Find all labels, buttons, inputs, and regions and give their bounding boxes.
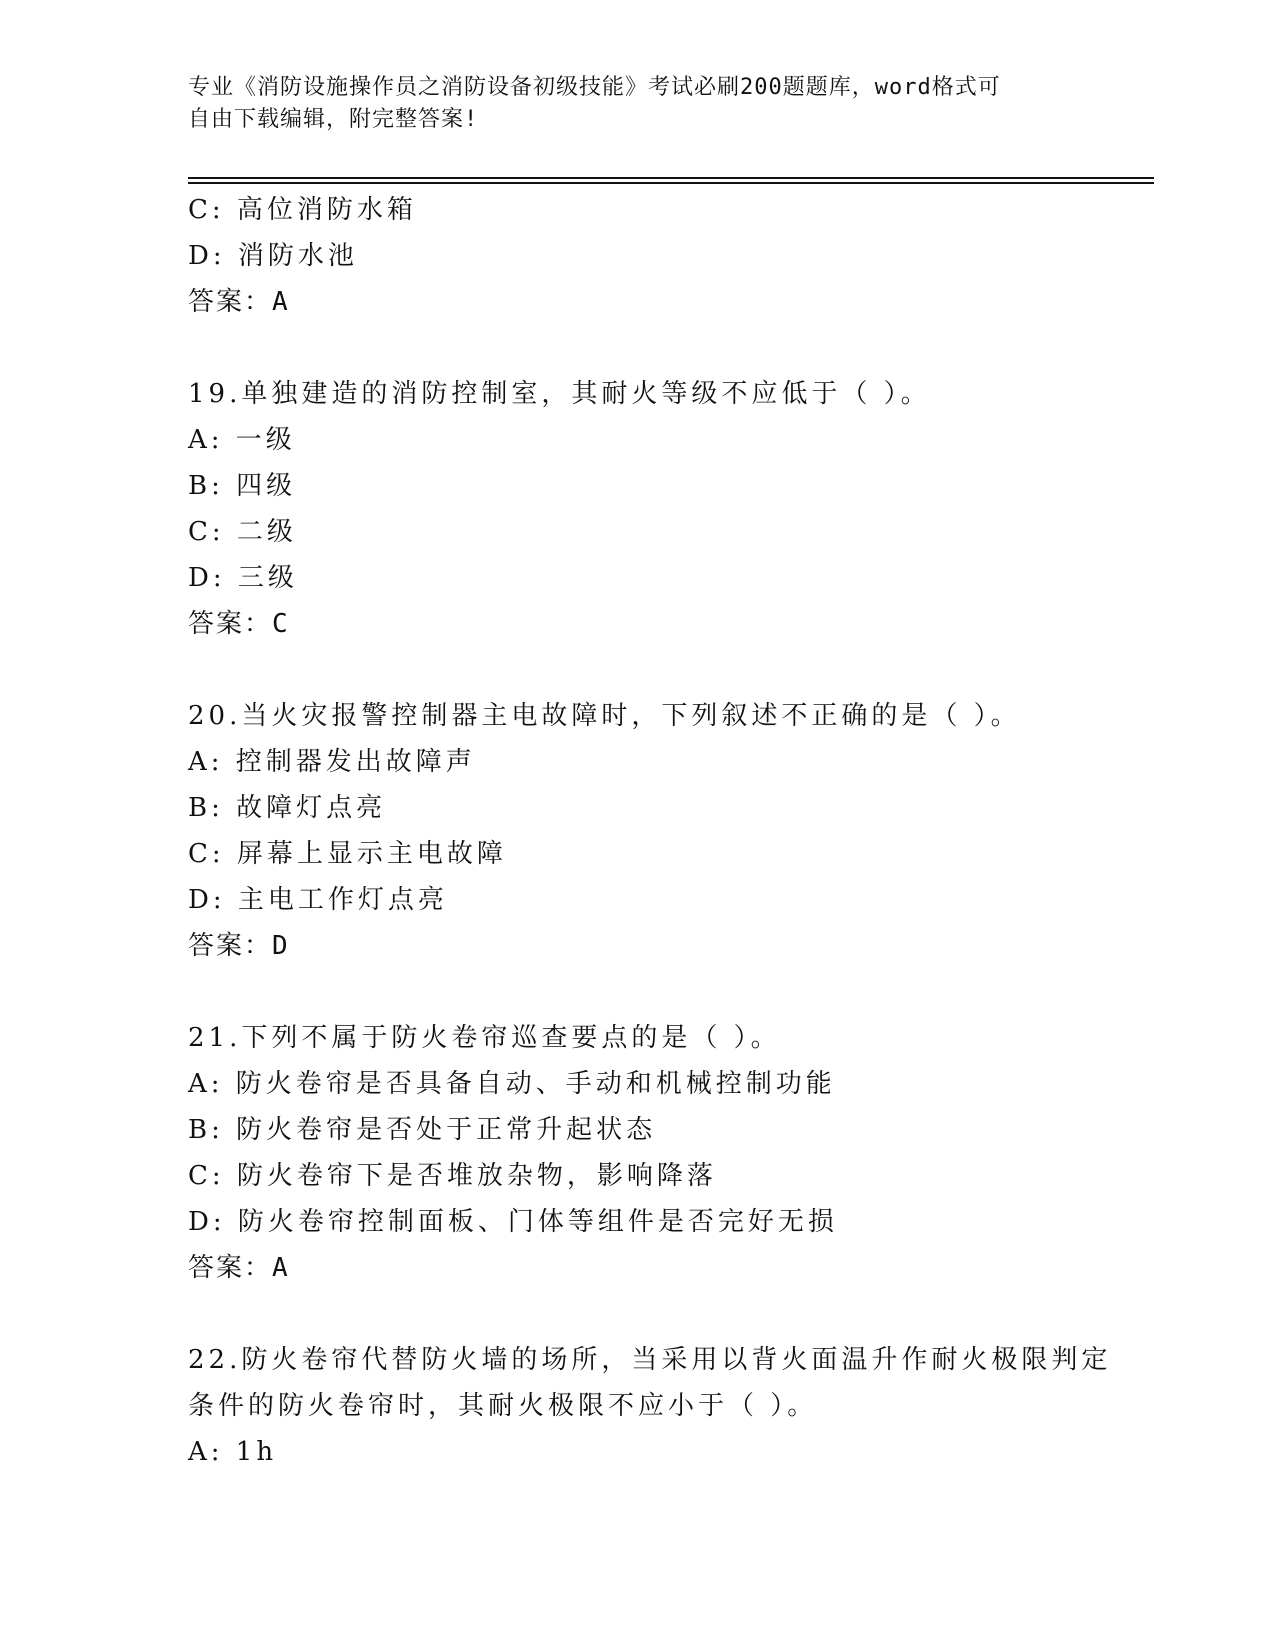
question-block-19 [188, 371, 1148, 647]
spacer [188, 1291, 1148, 1337]
answer: 答案：A [188, 287, 290, 317]
question-block-20 [188, 693, 1148, 969]
answer: 答案：D [188, 931, 290, 961]
option-d: D: 防火卷帘控制面板、门体等组件是否完好无损 [188, 1207, 838, 1237]
spacer [188, 647, 1148, 693]
option-d: D: 三级 [188, 563, 298, 593]
answer: 答案：C [188, 609, 290, 639]
spacer [188, 969, 1148, 1015]
question-text-line-2: 条件的防火卷帘时，其耐火极限不应小于（ ）。 [188, 1391, 818, 1421]
header-line-1: 专业《消防设施操作员之消防设备初级技能》考试必刷200题题库，word格式可 [188, 75, 1001, 100]
option-c: C: 高位消防水箱 [188, 195, 417, 225]
question-text: 19.单独建造的消防控制室，其耐火等级不应低于（ ）。 [188, 379, 931, 409]
answer: 答案：A [188, 1253, 290, 1283]
option-a: A: 控制器发出故障声 [188, 747, 476, 777]
option-b: B: 故障灯点亮 [188, 793, 387, 823]
option-a: A: 防火卷帘是否具备自动、手动和机械控制功能 [188, 1069, 836, 1099]
question-text: 20.当火灾报警控制器主电故障时，下列叙述不正确的是（ ）。 [188, 701, 1021, 731]
question-list [188, 187, 1148, 1475]
question-text-line-1: 22.防火卷帘代替防火墙的场所，当采用以背火面温升作耐火极限判定 [188, 1345, 1112, 1375]
option-b: B: 防火卷帘是否处于正常升起状态 [188, 1115, 657, 1145]
question-block-18 [188, 187, 1148, 325]
question-block-21 [188, 1015, 1148, 1291]
question-block-22 [188, 1337, 1148, 1475]
option-c: C: 屏幕上显示主电故障 [188, 839, 507, 869]
option-a: A: 一级 [188, 425, 296, 455]
header-line-2: 自由下载编辑，附完整答案! [188, 107, 479, 132]
question-text: 21.下列不属于防火卷帘巡查要点的是（ ）。 [188, 1023, 781, 1053]
option-c: C: 二级 [188, 517, 297, 547]
option-b: B: 四级 [188, 471, 297, 501]
option-d: D: 消防水池 [188, 241, 358, 271]
option-d: D: 主电工作灯点亮 [188, 885, 448, 915]
header-divider-top [188, 177, 1154, 179]
header-divider-bottom [188, 182, 1154, 184]
page-header [188, 72, 1088, 136]
option-c: C: 防火卷帘下是否堆放杂物，影响降落 [188, 1161, 717, 1191]
option-a: A: 1h [188, 1437, 278, 1467]
spacer [188, 325, 1148, 371]
